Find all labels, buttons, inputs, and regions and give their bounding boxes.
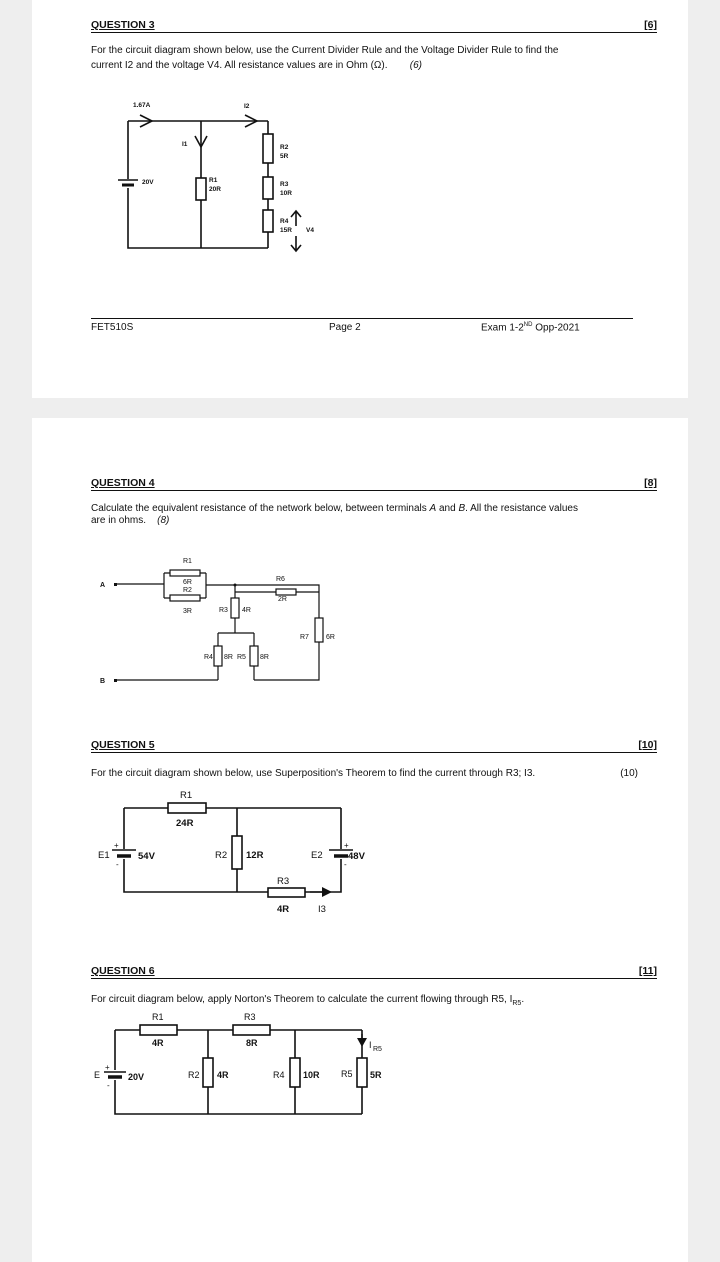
- q3-source-label: 20V: [142, 179, 154, 186]
- q3-r4-value: 15R: [280, 227, 292, 234]
- q6-r2-name: R2: [188, 1070, 200, 1080]
- q6-ir5-subscript: R5: [373, 1046, 382, 1053]
- q3-r1-name: R1: [209, 177, 218, 184]
- q5-e1-plus: +: [114, 841, 119, 850]
- q4-r1-value: 6R: [183, 579, 192, 586]
- q3-i2-label: I2: [244, 103, 250, 110]
- q4-terminal-b: B: [100, 678, 106, 685]
- q5-r3-name: R3: [277, 876, 290, 887]
- question-5-marks: [10]: [638, 739, 657, 751]
- q6-r1-name: R1: [152, 1012, 164, 1022]
- q3-r4-name: R4: [280, 218, 289, 225]
- q4-r5-value: 8R: [260, 654, 269, 661]
- question-3-circuit: [32, 0, 688, 398]
- q4-r3-value: 4R: [242, 607, 251, 614]
- q4-terminal-a: A: [100, 582, 106, 589]
- q5-e2-value: 48V: [348, 851, 365, 862]
- q6-r3-name: R3: [244, 1012, 256, 1022]
- q4-r2-name: R2: [183, 587, 192, 594]
- q6-ir5-label: I: [369, 1040, 372, 1050]
- q3-r1-value: 20R: [209, 186, 221, 193]
- question-3-title: QUESTION 3: [91, 19, 155, 31]
- q3-r3-value: 10R: [280, 190, 292, 197]
- exam-page-3: [32, 418, 688, 1262]
- question-5-title: QUESTION 5: [91, 739, 155, 751]
- q5-e2-plus: +: [344, 841, 349, 850]
- q6-source-name: E: [94, 1070, 101, 1080]
- q4-r6-name: R6: [276, 576, 285, 583]
- q6-r4-name: R4: [273, 1070, 285, 1080]
- q4-r5-name: R5: [237, 654, 246, 661]
- question-6-circuit: [32, 418, 688, 1262]
- q4-r7-value: 6R: [326, 634, 335, 641]
- q4-r4-name: R4: [204, 654, 213, 661]
- question-3-text: For the circuit diagram shown below, use the Current Divider Rule and the Voltage Divider Rule to find the current I2 and the voltage V4. All resistance values are in Ohm (Ω). (6): [91, 45, 559, 71]
- q6-source-plus: +: [105, 1063, 110, 1072]
- q5-e2-name: E2: [311, 850, 323, 861]
- q5-i3-label: I3: [318, 904, 326, 915]
- question-5-text: For the circuit diagram shown below, use Superposition's Theorem to find the current through R3; I3. (10): [91, 768, 638, 779]
- question-6-title: QUESTION 6: [91, 965, 155, 977]
- question-4-text: Calculate the equivalent resistance of the network below, between terminals A and B. All the resistance values are in ohms. (8): [91, 503, 578, 526]
- q3-r2-value: 5R: [280, 153, 289, 160]
- question-6-text: For circuit diagram below, apply Norton's Theorem to calculate the current flowing through R5, $I_{R5}$.: [91, 994, 525, 1007]
- footer-exam-name: Exam 1-2ND Opp-2021: [481, 322, 580, 334]
- q4-r3-name: R3: [219, 607, 228, 614]
- q6-r5-value: 5R: [370, 1070, 382, 1080]
- footer-course-code: FET510S: [91, 322, 134, 333]
- footer-page-number: Page 2: [329, 322, 361, 333]
- page-footer: [91, 318, 633, 334]
- q4-r2-value: 3R: [183, 608, 192, 615]
- q6-source-minus: -: [107, 1081, 110, 1090]
- q5-r2-value: 12R: [246, 850, 264, 861]
- question-6-marks: [11]: [638, 965, 657, 977]
- question-4-marks: [8]: [644, 477, 657, 489]
- q5-e2-minus: -: [344, 860, 347, 869]
- question-3-marks: [6]: [644, 19, 657, 31]
- q4-r7-name: R7: [300, 634, 309, 641]
- q6-r4-value: 10R: [303, 1070, 320, 1080]
- q5-e1-name: E1: [98, 850, 110, 861]
- q5-e1-value: 54V: [138, 851, 155, 862]
- q3-r2-name: R2: [280, 144, 289, 151]
- q5-r1-name: R1: [180, 790, 193, 801]
- q3-v4-label: V4: [306, 227, 314, 234]
- q4-r6-value: 2R: [278, 596, 287, 603]
- q6-r2-value: 4R: [217, 1070, 229, 1080]
- q5-r3-value: 4R: [277, 904, 290, 915]
- q5-r2-name: R2: [215, 850, 228, 861]
- q5-e1-minus: -: [116, 860, 119, 869]
- q6-source-value: 20V: [128, 1072, 145, 1082]
- q6-r1-value: 4R: [152, 1038, 164, 1048]
- q3-i1-label: I1: [182, 141, 188, 148]
- q4-r4-value: 8R: [224, 654, 233, 661]
- q5-r1-value: 24R: [176, 818, 194, 829]
- q6-r5-name: R5: [341, 1069, 353, 1079]
- question-4-title: QUESTION 4: [91, 477, 155, 489]
- q3-r3-name: R3: [280, 181, 289, 188]
- q4-r1-name: R1: [183, 558, 192, 565]
- q3-total-current-label: 1.67A: [133, 102, 151, 109]
- exam-page-2: [32, 0, 688, 398]
- q6-r3-value: 8R: [246, 1038, 258, 1048]
